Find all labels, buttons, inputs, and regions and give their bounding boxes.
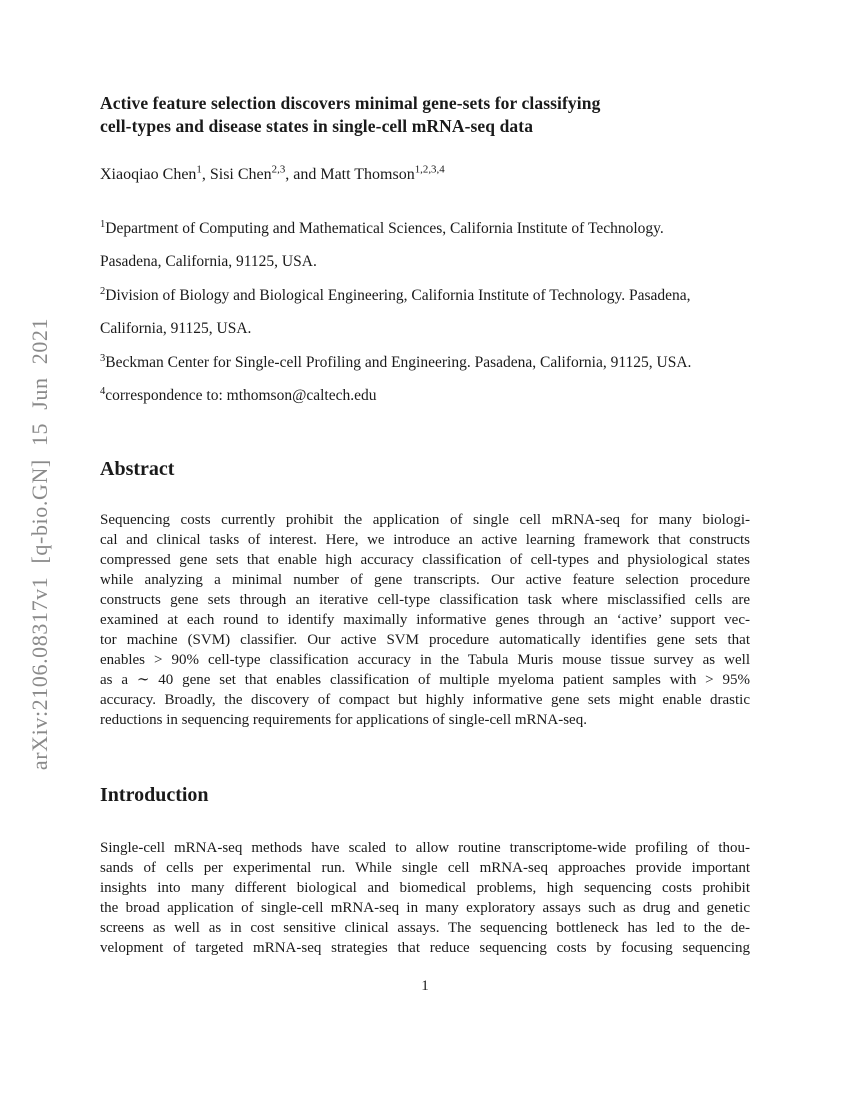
text-line: tor machine (SVM) classifier. Our active SVM procedure automatically identifies gene sets that xyxy=(100,632,750,649)
abstract-paragraph xyxy=(100,510,750,730)
affiliation-line xyxy=(100,279,750,312)
superscript: 1 xyxy=(196,163,202,176)
text-line: screens as well as in cost sensitive clinical assays. The sequencing bottleneck has led to the de- xyxy=(100,920,750,937)
superscript: 3 xyxy=(100,352,106,364)
text-line: velopment of targeted mRNA-seq strategies that reduce sequencing costs by focusing sequencing xyxy=(100,940,750,957)
text-line: Sequencing costs currently prohibit the application of single cell mRNA-seq for many biologi- xyxy=(100,512,750,529)
text-segment: correspondence to: mthomson@caltech.edu xyxy=(105,387,377,405)
paper-title xyxy=(100,92,750,138)
text-segment: Department of Computing and Mathematical Sciences, California Institute of Technology. xyxy=(105,220,664,237)
text-line: enables > 90% cell-type classification accuracy in the Tabula Muris mouse tissue survey as well xyxy=(100,652,750,669)
text-segment: Pasadena, California, 91125, USA. xyxy=(100,253,317,271)
text-segment: Beckman Center for Single-cell Profiling and Engineering. Pasadena, California, 91125, USA. xyxy=(105,353,692,371)
text-line: compressed gene sets that enable high accuracy classification of cell-types and physiological states xyxy=(100,552,750,569)
superscript: 2,3 xyxy=(271,163,286,176)
text-segment: , Sisi Chen xyxy=(201,166,272,183)
text-line: Active feature selection discovers minimal gene-sets for classifying xyxy=(100,93,601,113)
introduction-paragraph xyxy=(100,838,750,958)
page-number: 1 xyxy=(421,978,429,994)
text-segment: Xiaoqiao Chen xyxy=(100,166,197,183)
affiliations-block xyxy=(100,212,750,412)
text-segment: , and Matt Thomson xyxy=(285,166,415,183)
superscript: 1,2,3,4 xyxy=(414,163,445,176)
author-line xyxy=(100,164,750,186)
text-line: as a ∼ 40 gene set that enables classification of multiple myeloma patient samples with > 95% xyxy=(100,672,750,689)
affiliation-line xyxy=(100,346,750,379)
text-line: constructs gene sets through an iterative cell-type classification task where misclassified cells are xyxy=(100,592,750,609)
superscript: 4 xyxy=(100,385,106,397)
text-segment: California, 91125, USA. xyxy=(100,320,252,338)
affiliation-line xyxy=(100,245,750,278)
text-line: insights into many different biological and biomedical problems, high sequencing costs prohibit xyxy=(100,880,750,897)
text-line: accuracy. Broadly, the discovery of compact but highly informative gene sets might enable drastic xyxy=(100,692,750,709)
superscript: 2 xyxy=(100,285,106,297)
text-line: the broad application of single-cell mRNA-seq in many exploratory assays such as drug and genetic xyxy=(100,900,750,917)
affiliation-line xyxy=(100,312,750,345)
text-segment: Division of Biology and Biological Engineering, California Institute of Technology. Pasadena, xyxy=(105,286,691,304)
introduction-heading: Introduction xyxy=(100,784,209,807)
paper-content xyxy=(100,0,750,958)
text-line: cell-types and disease states in single-cell mRNA-seq data xyxy=(100,116,534,136)
text-line: while analyzing a minimal number of gene transcripts. Our active feature selection procedure xyxy=(100,572,750,589)
text-line: sands of cells per experimental run. While single cell mRNA-seq approaches provide important xyxy=(100,860,750,877)
text-line: cal and clinical tasks of interest. Here, we introduce an active learning framework that constructs xyxy=(100,532,750,549)
text-line: reductions in sequencing requirements for applications of single-cell mRNA-seq. xyxy=(100,712,587,729)
superscript: 1 xyxy=(100,218,106,230)
arxiv-watermark: arXiv:2106.08317v1 [q-bio.GN] 15 Jun 2021 xyxy=(27,317,52,771)
affiliation-line xyxy=(100,212,750,245)
affiliation-line xyxy=(100,379,750,412)
text-line: examined at each round to identify maximally informative genes through an ‘active’ support vec- xyxy=(100,612,750,629)
text-line: Single-cell mRNA-seq methods have scaled to allow routine transcriptome-wide profiling of thou- xyxy=(100,840,750,857)
abstract-heading: Abstract xyxy=(100,458,175,481)
